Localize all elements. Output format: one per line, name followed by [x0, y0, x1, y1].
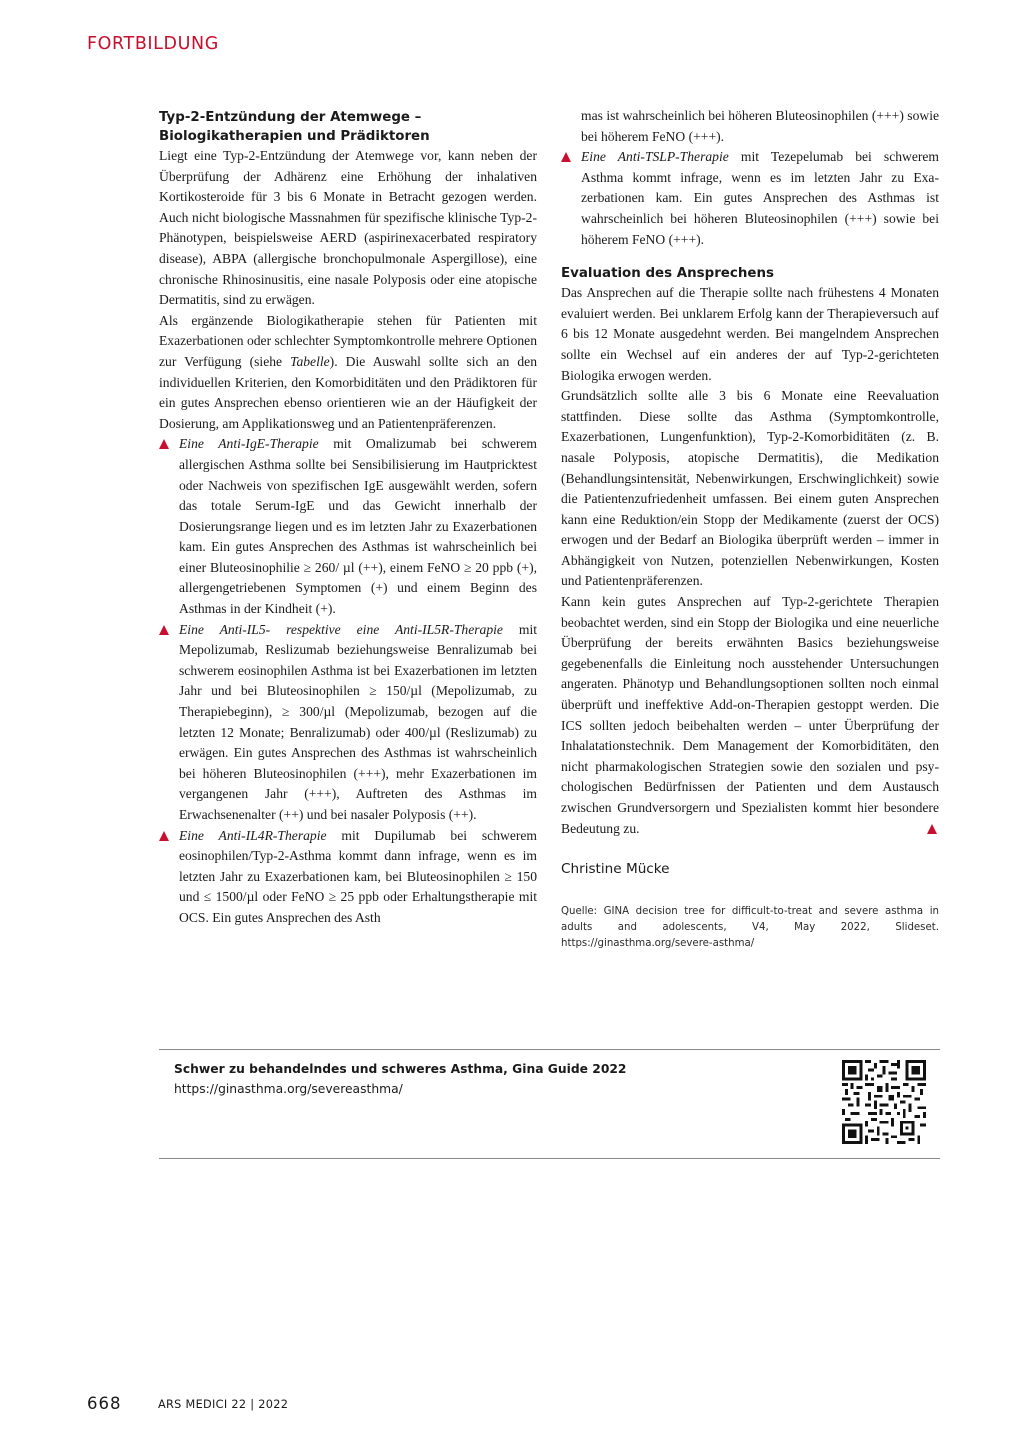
- list-item: [159, 826, 537, 929]
- text-run: mit Omalizumab bei schwerem allergischen Asthma sollte bei Sensibilisierung im Hautpricktest oder Nachweis von spezifischen IgE ausgewählt werden, sofern das totale Serum-IgE und das Gewicht innerhalb der Dosierungsrange liegen und es im letzten Jahr zu Exazerbationen kam. Ein gutes Ansprechen des Asthmas ist wahrscheinlich bei einer Bluteosinophilie ≥ 260/ µl (++), einem FeNO ≥ 20 ppb (+), allergengetriebenen Symptomen (+) und einem Beginn des Asthmas in der Kindheit (+).: [179, 436, 537, 617]
- text-run: ). Die Auswahl sollte sich an den individuellen Kriterien, den Komorbiditäten und den Prädiktoren für ein gutes Ansprechen ebenso orientieren wie an der Häufigkeit der Dosierung, am Applikationsweg und an Patientenpräferenzen.: [159, 353, 537, 431]
- heading-line-2: Biologikatherapien und Prädiktoren: [159, 129, 430, 144]
- section-heading: Evaluation des Ansprechens: [561, 266, 774, 282]
- therapy-name: Eine Anti-TSLP-Therapie: [581, 149, 729, 165]
- paragraph: Das Ansprechen auf die Therapie sollte nach frühestens 4 Monaten evaluiert werden. Bei unklarem Erfolg kann der Therapieversuch auf 6 bis 12 Monate ausgedehnt werden. Bei mangelndem Ansprechen sollte ein Wechsel auf ein anderes der auf Typ-2-gerichteten Biologika erwogen werden.: [561, 285, 939, 383]
- text-run: mit Tezepelumab bei schwerem Asthma kommt infrage, wenn es im letzten Jahr zu Exazerbationen kam. Ein gutes Ansprechen des Asthmas ist wahrscheinlich bei höheren Bluteosinophilen (+++) sowie bei höherem FeNO (+++).: [581, 149, 940, 247]
- therapy-name: Eine Anti-IL4R-Therapie: [179, 827, 327, 843]
- text-run: mit Mepolizumab, Reslizumab beziehungsweise Benralizumab bei schwerem eosinophilen Asthma ist bei Exazerbationen im letzten Jahr und bei Bluteosinophilen ≥ 150/µl (Mepolizumab, zu Therapiebeginn), ≥ 300/µl (Mepolizumab, bezogen auf die letzten 12 Monate; Benralizumab) oder 400/µl (Reslizumab) zu erwägen. Ein gutes Ansprechen des Asthmas ist wahrscheinlich bei höheren Bluteosinophilen (+++), mehr Exazerbationen im vergangenen Jahr (+++), Auftreten des Asthmas im Erwachsenenalter (++) und bei nasaler Polyposis (++).: [179, 621, 537, 822]
- right-column: [561, 106, 939, 952]
- list-item: [561, 147, 939, 250]
- text-run: Kann kein gutes Ansprechen auf Typ-2-gerichtete Therapien beobachtet werden, sind ein Stopp der Biologika und eine neuerliche Überprüfung der bereits erwähnten Basics beziehungsweise gegebenenfalls die Einleitung noch ausstehender Untersuchungen angeraten. Phänotyp und Behandlungsoptionen sollten noch einmal überprüft und ineffektive Add-on-Therapien gestoppt werden. Die ICS sollten jedoch beibehalten werden – unter Überprüfung der Inhalatationstechnik. Dem Management der Komorbiditäten, den nicht pharmakologischen Strategien sowie den sozialen und psychologischen Bedürfnissen der Patienten und dem Austausch zwischen Grundversorgern und Spezialisten kommt hier besondere Bedeutung zu.: [561, 594, 939, 836]
- triangle-bullet-icon: [561, 152, 571, 162]
- therapy-name: Eine Anti-IL5- respektive eine Anti-IL5R-Therapie: [179, 621, 503, 637]
- table-reference: Tabelle: [290, 353, 330, 369]
- triangle-bullet-icon: [159, 625, 169, 635]
- heading-line-1: Typ-2-Entzündung der Atemwege –: [159, 110, 422, 125]
- section-label: FORTBILDUNG: [87, 34, 219, 54]
- triangle-bullet-icon: [159, 439, 169, 449]
- text-run: Als ergänzende Biologikatherapie stehen für Patienten mit Exazerbationen oder schlechter Symptomkontrolle mehrere Optionen zur Verfügung (siehe: [159, 312, 537, 369]
- paragraph: Liegt eine Typ-2-Entzündung der Atemwege vor, kann neben der Überprüfung der Adhärenz eine Erhöhung der inhalativen Kortikosteroide für 3 bis 6 Monate in Betracht gezogen werden. Auch nicht biologische Massnahmen für spezifische klinische Typ-2-Phänotypen, beispielsweise AERD (aspirinexacerbated respiratory disease), ABPA (allergische bronchopulmonale Aspergillose), eine chronische Rhinosinusitis, eine nasale Polyposis oder eine atopische Dermatitis, sind zu erwägen.: [159, 148, 537, 308]
- triangle-bullet-icon: [159, 831, 169, 841]
- therapy-name: Eine Anti-IgE-Therapie: [179, 436, 319, 452]
- list-item: [159, 434, 537, 619]
- source-note: Quelle: GINA decision tree for difficult-to-treat and severe asthma in adults and adolescents, V4, May 2022, Slideset. https://ginasthma.org/severe-asthma/: [561, 905, 939, 949]
- paragraph: [561, 592, 939, 839]
- list-item-continued: mas ist wahrscheinlich bei höheren Bluteosinophilen (+++) sowie bei höherem FeNO (+++).: [581, 108, 939, 144]
- section-heading: [159, 108, 537, 146]
- end-mark-icon: [927, 824, 937, 834]
- resource-link[interactable]: https://ginasthma.org/severeasthma/: [174, 1082, 403, 1096]
- paragraph: Grundsätzlich sollte alle 3 bis 6 Monate eine Reevaluation stattfinden. Diese sollte das Asthma (Symptomkontrolle, Exazerbationen, Lungenfunktion), Typ-2-Komorbiditäten (z. B. nasale Polyposis, atopische Dermatitis), die Medikation (Behandlungsintensität, Nebenwirkungen, Erschwinglichkeit) sowie die Patientenzufriedenheit umfassen. Bei einem guten Ansprechen kann eine Reduktion/ein Stopp der Medikamente (zuerst der OCS) erwogen und der Bedarf an Biologika überprüft werden – immer in Abhängigkeit von Nutzen, potenziellen Nebenwirkungen, Kosten und Patientenpräferenzen.: [561, 388, 939, 589]
- qr-code-icon[interactable]: [842, 1060, 926, 1144]
- left-column: [159, 108, 537, 929]
- list-item: [159, 620, 537, 826]
- journal-info: ARS MEDICI 22 | 2022: [158, 1398, 289, 1411]
- therapy-list-continued: [561, 106, 939, 250]
- resource-title: Schwer zu behandelndes und schweres Asthma, Gina Guide 2022: [174, 1062, 627, 1076]
- text-run: mit Dupilumab bei schwerem eosinophilen/Typ-2-Asthma kommt dann infrage, wenn es im letzten Jahr zu Exazerbationen kam, bei Bluteosinophilen ≥ 150 und ≤ 1500/µl oder FeNO ≥ 25 ppb oder Erhaltungstherapie mit OCS. Ein gutes Ansprechen des Asth: [179, 827, 537, 925]
- therapy-list: [159, 434, 537, 928]
- resource-box: [159, 1049, 940, 1159]
- paragraph: [159, 311, 537, 435]
- author: Christine Mücke: [561, 861, 670, 878]
- page-number: 668: [87, 1394, 122, 1413]
